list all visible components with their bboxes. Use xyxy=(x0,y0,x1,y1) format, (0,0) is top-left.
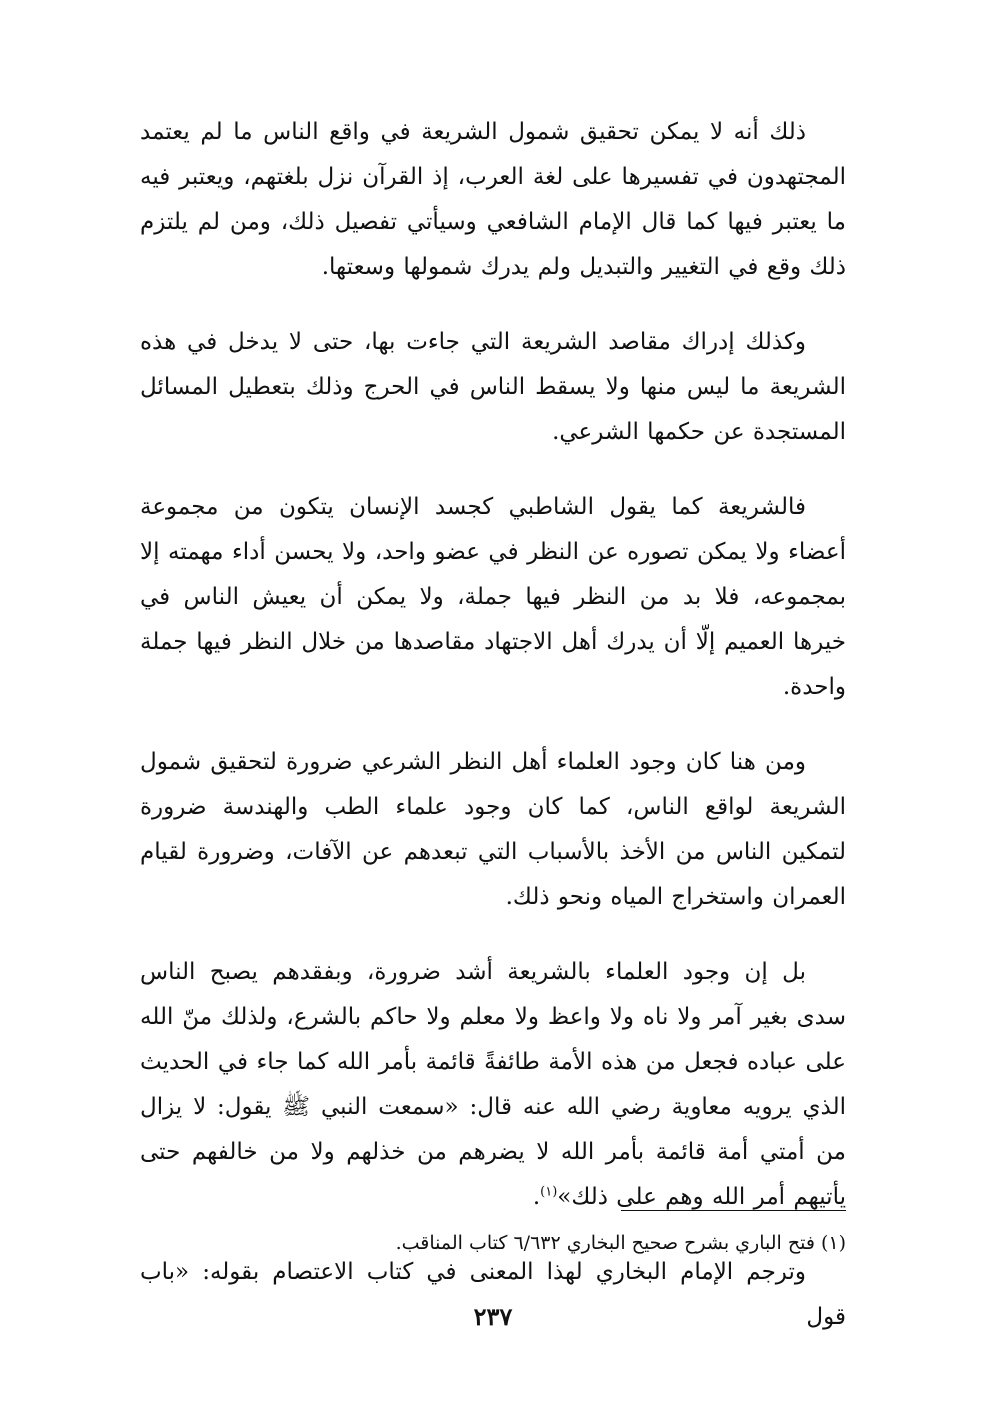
paragraph-2: وكذلك إدراك مقاصد الشريعة التي جاءت بها، حتى لا يدخل في هذه الشريعة ما ليس منها ولا يسقط الناس في الحرج وذلك بتعطيل المسائل المستجدة عن حكمها الشرعي. xyxy=(140,329,846,445)
footnote-reference[interactable]: (١) xyxy=(540,1184,558,1200)
footnote-divider xyxy=(621,1210,846,1211)
paragraph-1: ذلك أنه لا يمكن تحقيق شمول الشريعة في واقع الناس ما لم يعتمد المجتهدون في تفسيرها على لغة العرب، إذ القرآن نزل بلغتهم، ويعتبر فيه ما يعتبر فيها كما قال الإمام الشافعي وسيأتي تفصيل ذلك، ومن لم يلتزم ذلك وقع في التغيير والتبديل ولم يدرك شمولها وسعتها. xyxy=(140,119,846,280)
paragraph-5-text: بل إن وجود العلماء بالشريعة أشد ضرورة، وبفقدهم يصبح الناس سدى بغير آمر ولا ناه ولا واعظ ولا معلم ولا حاكم بالشرع، ولذلك منّ الله على عباده فجعل من هذه الأمة طائفةً قائمة بأمر الله كما جاء في الحديث الذي يرويه معاوية رضي الله عنه قال: «سمعت النبي ﷺ يقول: لا يزال من أمتي أمة قائمة بأمر الله لا يضرهم من خذلهم ولا من خالفهم حتى يأتيهم أمر الله وهم على ذلك» xyxy=(140,959,846,1210)
paragraph-3: فالشريعة كما يقول الشاطبي كجسد الإنسان يتكون من مجموعة أعضاء ولا يمكن تصوره عن النظر في عضو واحد، ولا يحسن أداء مهمته إلا بمجموعه، فلا بد من النظر فيها جملة، ولا يمكن أن يعيش الناس في خيرها العميم إلّا أن يدرك أهل الاجتهاد مقاصدها من خلال النظر فيها جملة واحدة. xyxy=(140,494,846,700)
page-number: ٢٣٧ xyxy=(473,1302,513,1331)
main-text xyxy=(140,110,846,1340)
paragraph-5 xyxy=(140,950,846,1220)
paragraph-5-tail: . xyxy=(532,1184,541,1210)
paragraph-4: ومن هنا كان وجود العلماء أهل النظر الشرعي ضرورة لتحقيق شمول الشريعة لواقع الناس، كما كان وجود علماء الطب والهندسة ضرورة لتمكين الناس من الأخذ بالأسباب التي تبعدهم عن الآفات، وضرورة لقيام العمران واستخراج المياه ونحو ذلك. xyxy=(140,749,846,910)
footnote: (١) فتح الباري بشرح صحيح البخاري ٦/٦٣٢ كتاب المناقب. xyxy=(395,1232,846,1254)
paragraph-6: وترجم الإمام البخاري لهذا المعنى في كتاب الاعتصام بقوله: «باب قول xyxy=(140,1259,846,1330)
